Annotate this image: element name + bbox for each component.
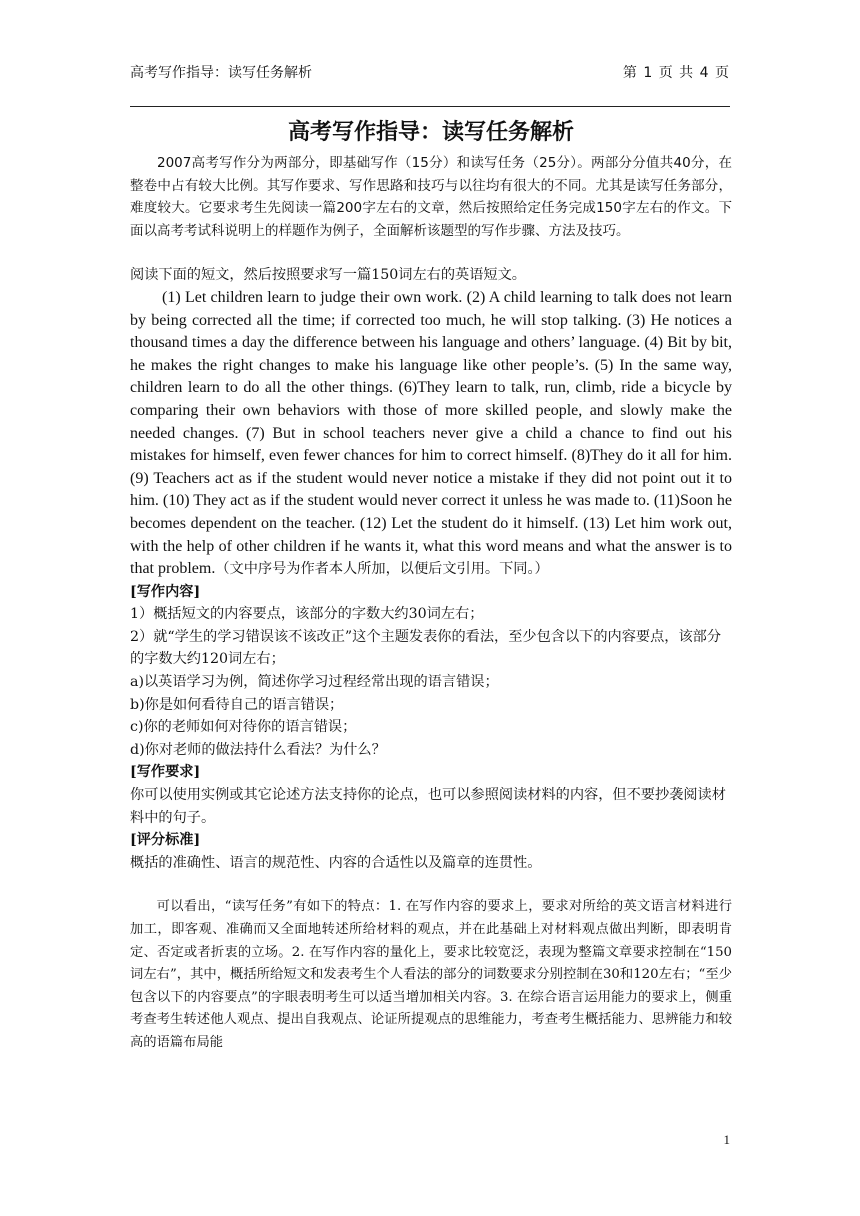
scoring-heading: [评分标准] [130, 832, 201, 849]
header-page-info: 第 1 页 共 4 页 [622, 65, 730, 81]
passage-text: (1) Let children learn to judge their own work. (2) A child learning to talk does not learn by being corrected all the time; if corrected too much, he will stop talking. (3) He notices a thousand times a day the difference between his language and others’ language. (4) Bit by bit, he makes the right changes to make his language like other people’s. (5) In the same way, children learn to do all the other things. (6)They learn to talk, run, climb, ride a bicycle by comparing their own behaviors with those of more skilled people, and slowly make the needed changes. (7) But in school teachers never give a child a chance to find out his mistakes for himself, even fewer chances for him to correct himself. (8)They do it all for him. (9) Teachers act as if the student would never notice a mistake if they did not point out it to him. (10) They act as if the student would never correct it unless he was made to. (11)Soon he becomes dependent on the teacher. (12) Let the student do it himself. (13) Let him work out, with the help of other children if he wants it, what this word means and what the answer is to that problem. [130, 288, 732, 578]
list-item: b)你是如何看待自己的语言错误； [130, 696, 344, 713]
page-header [130, 62, 730, 84]
header-title: 高考写作指导：读写任务解析 [130, 65, 312, 81]
document-title: 高考写作指导：读写任务解析 [287, 120, 574, 145]
writing-requirements-text: 你可以使用实例或其它论述方法支持你的论点，也可以参照阅读材料的内容，但不要抄袭阅读材料中的句子。 [130, 787, 726, 826]
scoring-text: 概括的准确性、语言的规范性、内容的合适性以及篇章的连贯性。 [130, 854, 542, 871]
list-item: 2）就“学生的学习错误该不该改正”这个主题发表你的看法，至少包含以下的内容要点，该部分的字数大约120词左右； [130, 628, 722, 668]
page-number: 1 [723, 1132, 730, 1147]
reading-passage [130, 287, 732, 581]
list-item: c)你的老师如何对待你的语言错误； [130, 719, 357, 736]
task-instruction: 阅读下面的短文，然后按照要求写一篇150词左右的英语短文。 [130, 267, 526, 284]
intro-paragraph: 2007高考写作分为两部分，即基础写作（15分）和读写任务（25分）。两部分分值共40分，在整卷中占有较大比例。其写作要求、写作思路和技巧与以往均有很大的不同。尤其是读写任务部分，难度较大。它要求考生先阅读一篇200字左右的文章，然后按照给定任务完成150字左右的作文。下面以高考考试科说明上的样题作为例子，全面解析该题型的写作步骤、方法及技巧。 [130, 155, 732, 239]
list-item: d)你对老师的做法持什么看法？为什么？ [130, 741, 386, 758]
blank-line [130, 874, 732, 896]
header-divider [130, 106, 730, 107]
list-item: 1）概括短文的内容要点，该部分的字数大约30词左右； [130, 606, 484, 623]
blank-line [130, 242, 732, 264]
writing-content-heading: [写作内容] [130, 583, 201, 600]
writing-requirements-heading: [写作要求] [130, 764, 201, 781]
page-body [130, 114, 732, 1055]
passage-note: （文中序号为作者本人所加，以便后文引用。下同。） [215, 561, 549, 578]
analysis-paragraph: 可以看出，“读写任务”有如下的特点：1. 在写作内容的要求上，要求对所给的英文语言材料进行加工，即客观、准确而又全面地转述所给材料的观点，并在此基础上对材料观点做出判断，即表明肯定、否定或者折衷的立场。2. 在写作内容的量化上，要求比较宽泛，表现为整篇文章要求控制在“150词左右”，其中，概括所给短文和发表考生个人看法的部分的词数要求分别控制在30和120左右；“至少包含以下的内容要点”的字眼表明考生可以适当增加相关内容。3. 在综合语言运用能力的要求上，侧重考查考生转述他人观点、提出自我观点、论证所提观点的思维能力，考查考生概括能力、思辨能力和较高的语篇布局能 [130, 899, 732, 1050]
list-item: a)以英语学习为例，简述你学习过程经常出现的语言错误； [130, 674, 499, 691]
writing-content-list [130, 603, 732, 761]
